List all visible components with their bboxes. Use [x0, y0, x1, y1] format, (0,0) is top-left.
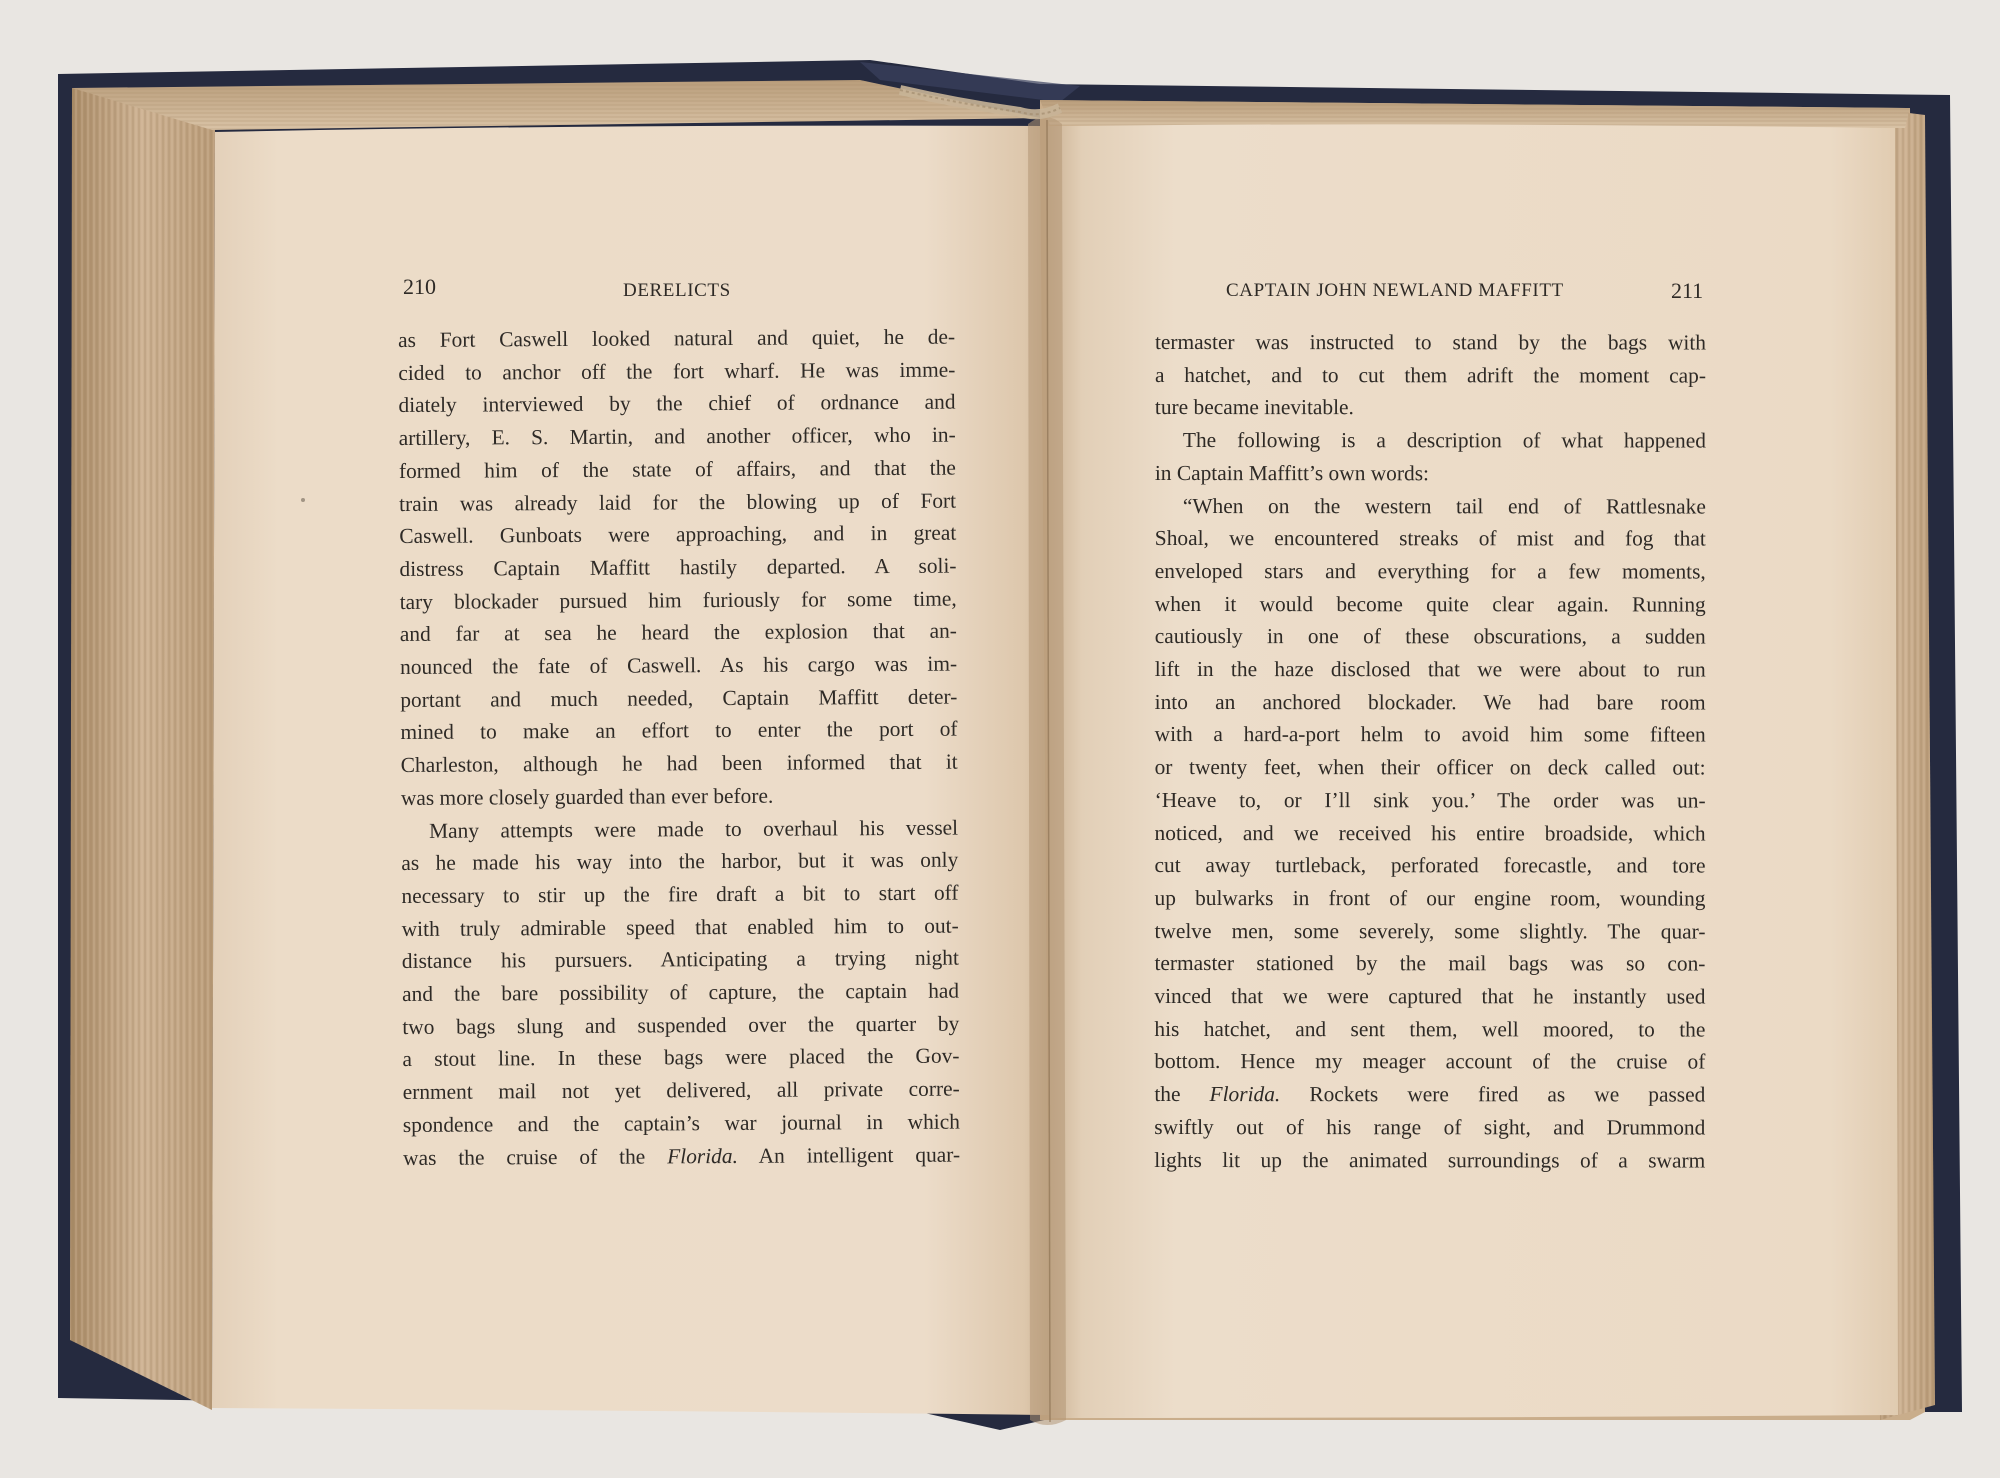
text-line [1154, 1078, 1705, 1111]
text-line: bottom. Hence my meager account of the cruise of [1154, 1049, 1706, 1074]
text-line: artillery, E. S. Martin, and another officer, who in- [398, 422, 956, 451]
text-line [403, 1138, 960, 1174]
text-line: portant and much needed, Captain Maffitt deter- [400, 684, 958, 712]
text-line: Many attempts were made to overhaul his vessel [429, 815, 959, 843]
left-page-number: 210 [403, 274, 436, 299]
text-line: cut away turtleback, perforated forecastle, and tore [1154, 853, 1706, 878]
left-page-body [398, 321, 960, 1175]
text-span: An intelligent quar- [758, 1142, 961, 1168]
text-line: a hatchet, and to cut them adrift the moment cap- [1154, 362, 1706, 388]
text-line: Caswell. Gunboats were approaching, and in great [399, 520, 957, 549]
text-line: cautiously in one of these obscurations, a sudden [1154, 624, 1706, 649]
text-span: was the cruise of the [403, 1144, 646, 1170]
left-running-head: DERELICTS [623, 280, 731, 301]
right-page-number: 211 [1671, 278, 1704, 303]
text-line: his hatchet, and sent them, well moored, to the [1154, 1016, 1706, 1042]
text-span: Rockets were fired as we passed [1309, 1082, 1706, 1107]
text-line: when it would become quite clear again. Running [1154, 591, 1706, 617]
text-line: or twenty feet, when their officer on deck called out: [1154, 755, 1706, 780]
text-line: nounced the fate of Caswell. As his cargo was im- [400, 651, 958, 680]
text-line: swiftly out of his range of sight, and Drummond [1154, 1114, 1706, 1140]
text-line: distress Captain Maffitt hastily departed. A soli- [399, 553, 957, 581]
text-line: Shoal, we encountered streaks of mist and fog that [1154, 526, 1706, 551]
text-line: and the bare possibility of capture, the captain had [402, 978, 960, 1007]
text-line: Charleston, although he had been informed that it [400, 749, 958, 778]
text-line: necessary to stir up the fire draft a bit to start off [401, 880, 959, 908]
text-line: tary blockader pursued him furiously for some time, [399, 586, 957, 614]
text-line: train was already laid for the blowing up of Fort [399, 488, 957, 516]
right-page-body [1154, 326, 1706, 1177]
text-line: a stout line. In these bags were placed the Gov- [402, 1044, 960, 1072]
text-line: “When on the western tail end of Rattlesnake [1182, 493, 1706, 518]
text-line: was more closely guarded than ever before. [400, 783, 774, 810]
text-line: The following is a description of what happened [1182, 428, 1706, 453]
text-line: cided to anchor off the fort wharf. He was imme- [398, 357, 956, 385]
text-line: twelve men, some severely, some slightly. The quar- [1154, 918, 1706, 944]
text-line: up bulwarks in front of our engine room, wounding [1154, 885, 1706, 911]
text-line: lights lit up the animated surroundings of a swarm [1154, 1147, 1706, 1173]
text-line: in Captain Maffitt’s own words: [1154, 460, 1429, 486]
text-line: ‘Heave to, or I’ll sink you.’ The order was un- [1154, 787, 1706, 813]
text-line: with truly admirable speed that enabled him to out- [401, 913, 959, 941]
text-line: termaster was instructed to stand by the bags with [1154, 330, 1706, 355]
text-line: distance his pursuers. Anticipating a trying night [401, 945, 959, 974]
text-line: ture became inevitable. [1154, 395, 1354, 420]
text-line: noticed, and we received his entire broadside, which [1154, 820, 1706, 846]
right-running-head: CAPTAIN JOHN NEWLAND MAFFITT [1226, 280, 1564, 301]
text-line: diately interviewed by the chief of ordnance and [398, 390, 956, 418]
text-line: lift in the haze disclosed that we were about to run [1154, 657, 1706, 682]
text-line: as he made his way into the harbor, but it was only [401, 847, 959, 876]
text-line: two bags slung and suspended over the quarter by [402, 1011, 960, 1039]
text-line: spondence and the captain’s war journal in which [402, 1109, 960, 1137]
text-line: enveloped stars and everything for a few moments, [1154, 558, 1706, 584]
text-line: ernment mail not yet delivered, all private corre- [402, 1076, 960, 1105]
italic-title: Florida. [667, 1143, 738, 1168]
text-line: into an anchored blockader. We had bare room [1154, 689, 1706, 715]
text-span: the [1154, 1082, 1181, 1107]
text-line: vinced that we were captured that he instantly used [1154, 984, 1706, 1009]
text-line: as Fort Caswell looked natural and quiet, he de- [398, 324, 956, 352]
text-line: with a hard-a-port helm to avoid him some fifteen [1154, 722, 1706, 747]
text-line: formed him of the state of affairs, and that the [398, 455, 956, 483]
text-line: and far at sea he heard the explosion that an- [399, 618, 957, 647]
text-line: mined to make an effort to enter the port of [400, 717, 958, 745]
italic-title: Florida. [1209, 1082, 1281, 1107]
text-line: termaster stationed by the mail bags was so con- [1154, 951, 1706, 976]
